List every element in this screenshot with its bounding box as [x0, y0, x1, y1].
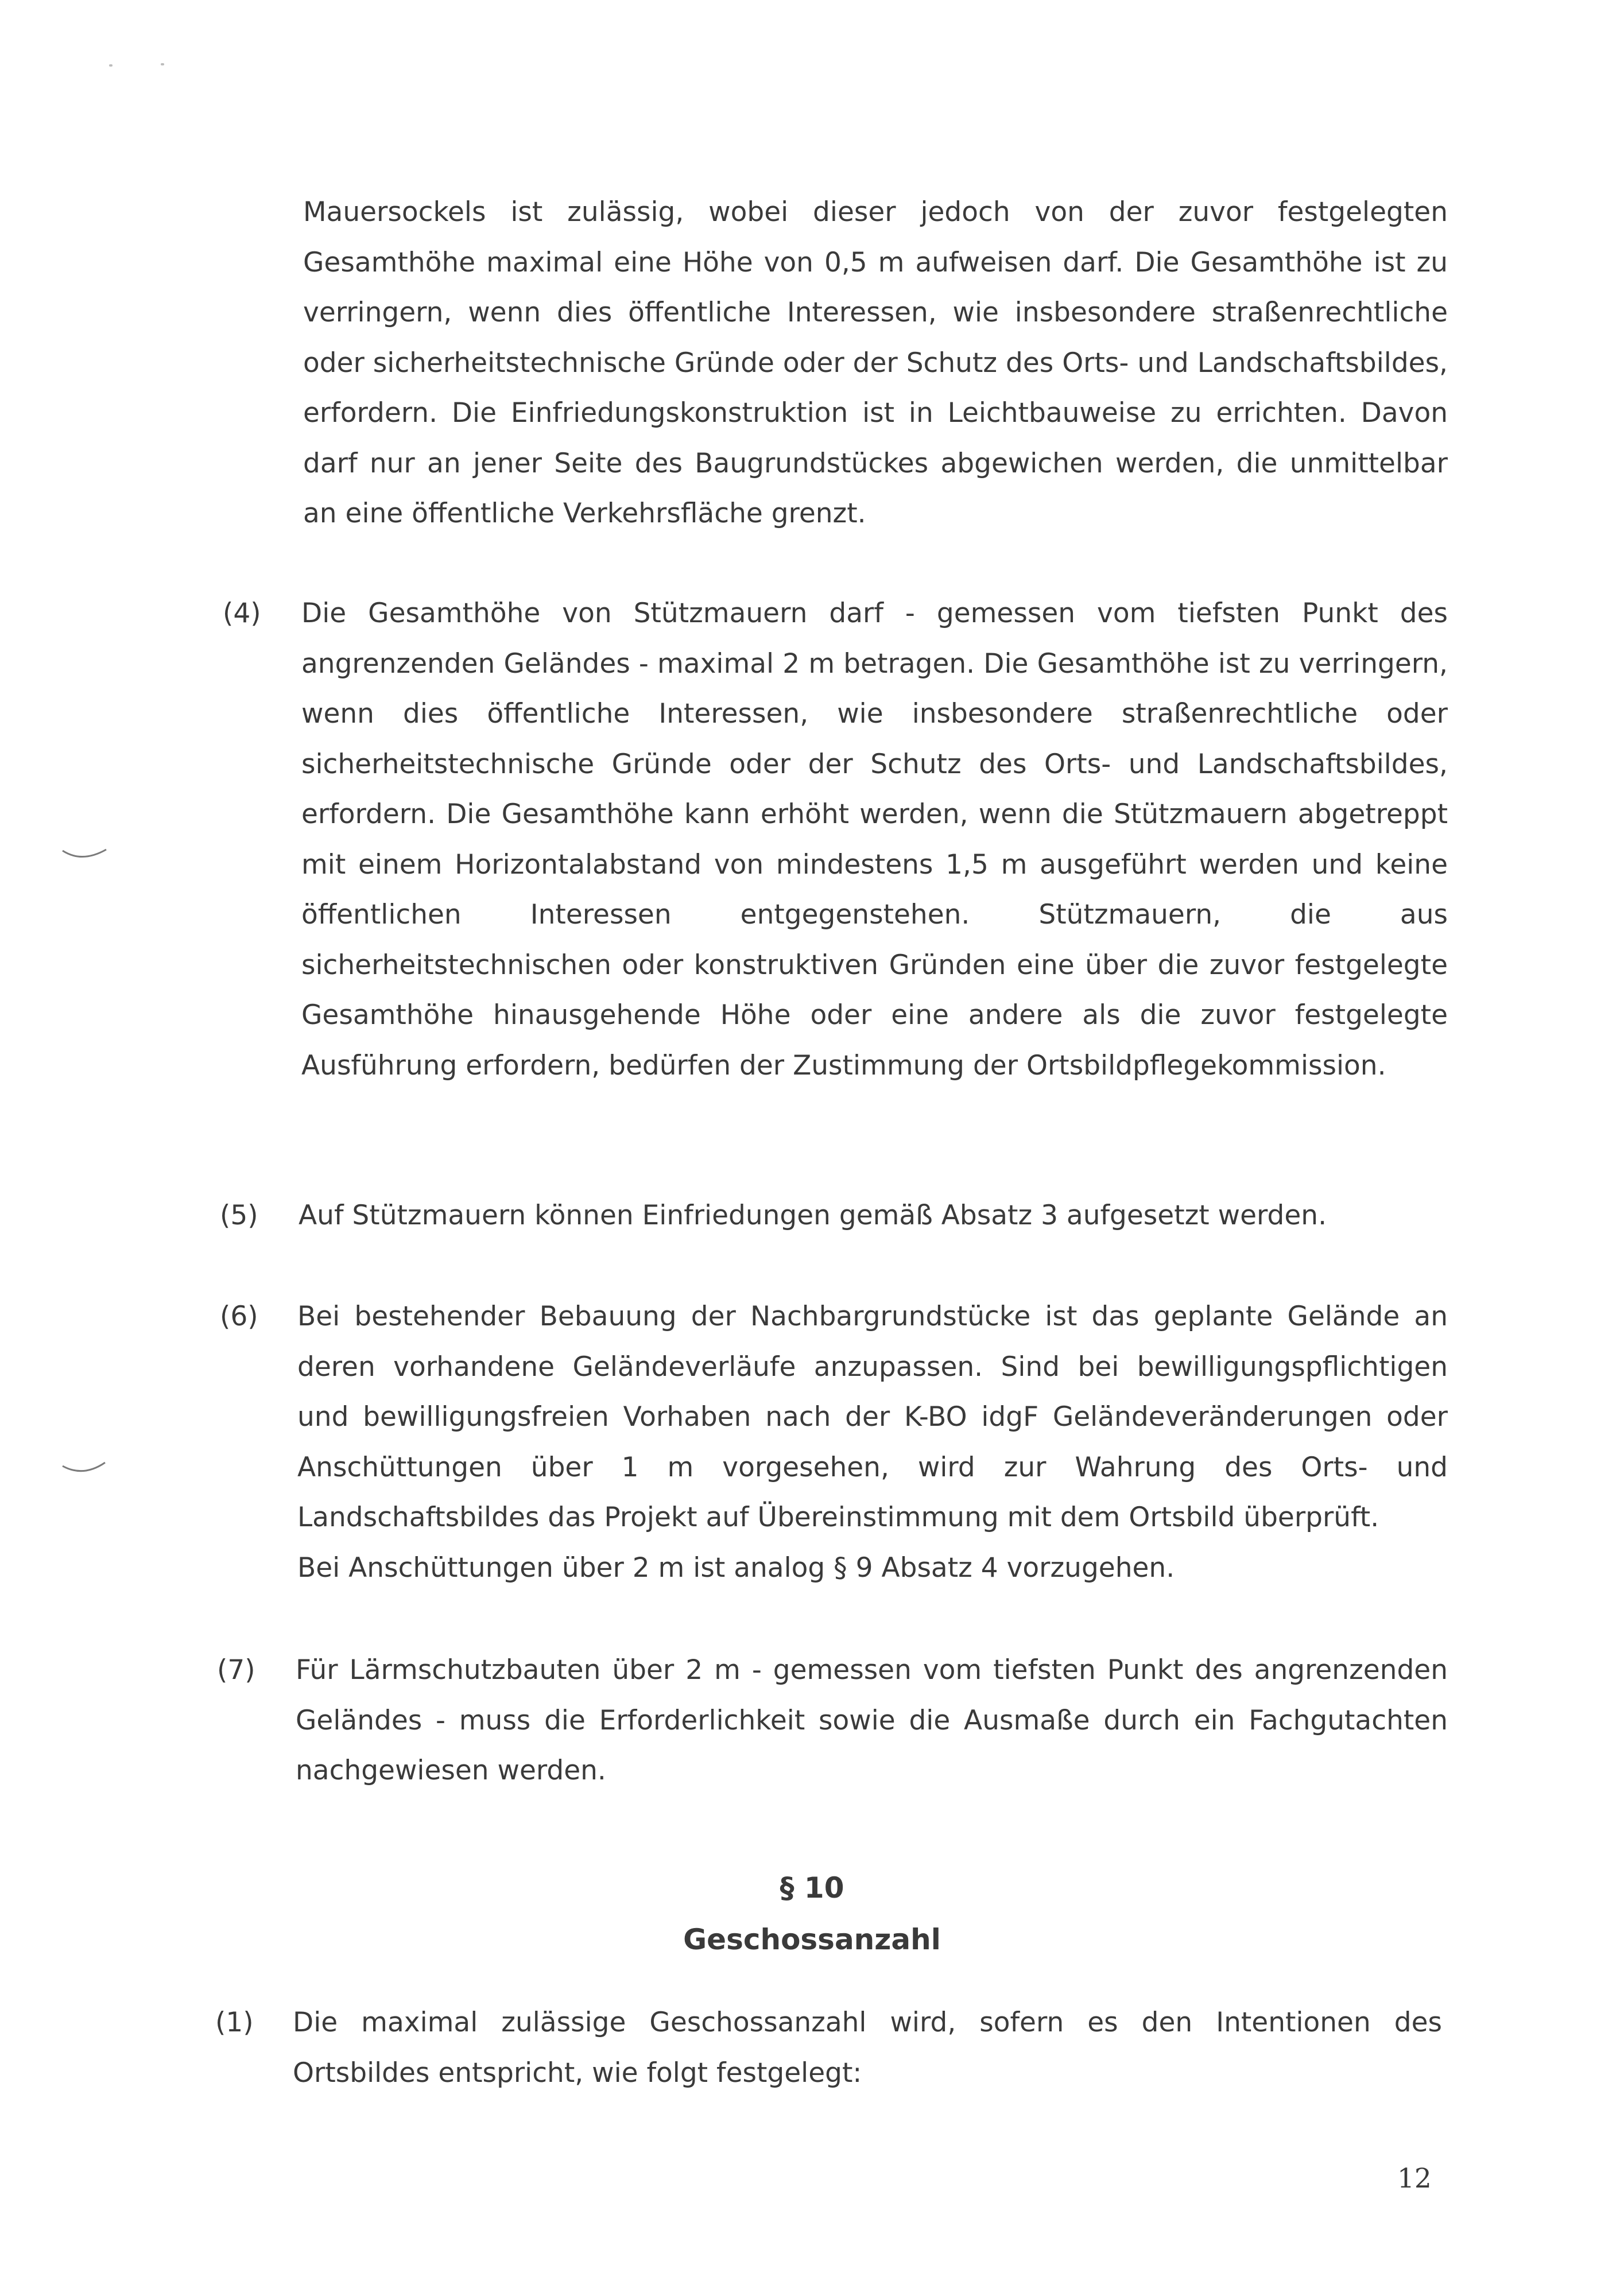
paragraph-5 — [299, 1190, 1448, 1241]
paragraph-7 — [296, 1645, 1448, 1796]
paragraph-text: Auf Stützmauern können Einfriedungen gemäß Absatz 3 aufgesetzt werden. — [299, 1200, 1327, 1231]
scan-curve-mark — [60, 1458, 112, 1481]
paragraph-4 — [301, 588, 1448, 1091]
scan-dot — [161, 63, 164, 65]
paragraph-6-extra — [297, 1543, 1448, 1593]
continuation-text: Mauersockels ist zulässig, wobei dieser jedoch von der zuvor festgelegten Gesamthöhe maximal eine Höhe von 0,5 m aufweisen darf. Die Gesamthöhe ist zu verringern, wenn dies öffentliche Interessen, wie insbesondere straßenrechtliche oder sicherheitstechnische Gründe oder der Schutz des Orts- und Landschaftsbildes, erfordern. Die Einfriedungskonstruktion ist in Leichtbauweise zu errichten. Davon darf nur an jener Seite des Baugrundstückes abgewichen werden, die unmittelbar an eine öffentliche Verkehrsfläche grenzt. — [303, 196, 1448, 529]
paragraph-number: (5) — [220, 1200, 258, 1231]
paragraph-text: Für Lärmschutzbauten über 2 m - gemessen vom tiefsten Punkt des angrenzenden Geländes - muss die Erforderlichkeit sowie die Ausmaße durch ein Fachgutachten nachgewiesen werden. — [296, 1654, 1448, 1786]
page-number: 12 — [1397, 2163, 1432, 2194]
scan-dot — [109, 64, 113, 67]
paragraph-number: (1) — [215, 2007, 254, 2038]
section-number: § 10 — [780, 1871, 844, 1905]
scan-curve-mark — [60, 844, 112, 867]
paragraph-number: (4) — [223, 598, 261, 629]
paragraph-text: Die maximal zulässige Geschossanzahl wird, sofern es den Intentionen des Ortsbildes entspricht, wie folgt festgelegt: — [293, 2007, 1442, 2089]
section-title: Geschossanzahl — [683, 1923, 941, 1956]
paragraph-text: Bei bestehender Bebauung der Nachbargrundstücke ist das geplante Gelände an deren vorhandene Geländeverläufe anzupassen. Sind bei bewilligungspflichtigen und bewilligungsfreien Vorhaben nach der K-BO idgF Geländeveränderungen oder Anschüttungen über 1 m vorgesehen, wird zur Wahrung des Orts- und Landschaftsbildes das Projekt auf Übereinstimmung mit dem Ortsbild überprüft. — [297, 1301, 1448, 1533]
paragraph-number: (7) — [217, 1654, 255, 1686]
section-paragraph-1 — [293, 1998, 1442, 2098]
paragraph-6 — [297, 1292, 1448, 1543]
paragraph-extra-text: Bei Anschüttungen über 2 m ist analog § 9 Absatz 4 vorzugehen. — [297, 1552, 1175, 1584]
continuation-paragraph — [303, 187, 1448, 539]
paragraph-number: (6) — [220, 1301, 258, 1332]
paragraph-text: Die Gesamthöhe von Stützmauern darf - gemessen vom tiefsten Punkt des angrenzenden Geländes - maximal 2 m betragen. Die Gesamthöhe ist zu verringern, wenn dies öffentliche Interessen, wie insbesondere straßenrechtliche oder sicherheitstechnische Gründe oder der Schutz des Orts- und Landschaftsbildes, erfordern. Die Gesamthöhe kann erhöht werden, wenn die Stützmauern abgetreppt mit einem Horizontalabstand von mindestens 1,5 m ausgeführt werden und keine öffentlichen Interessen entgegenstehen. Stützmauern, die aus sicherheitstechnischen oder konstruktiven Gründen eine über die zuvor festgelegte Gesamthöhe hinausgehende Höhe oder eine andere als die zuvor festgelegte Ausführung erfordern, bedürfen der Zustimmung der Ortsbildpflegekommission. — [301, 598, 1448, 1081]
